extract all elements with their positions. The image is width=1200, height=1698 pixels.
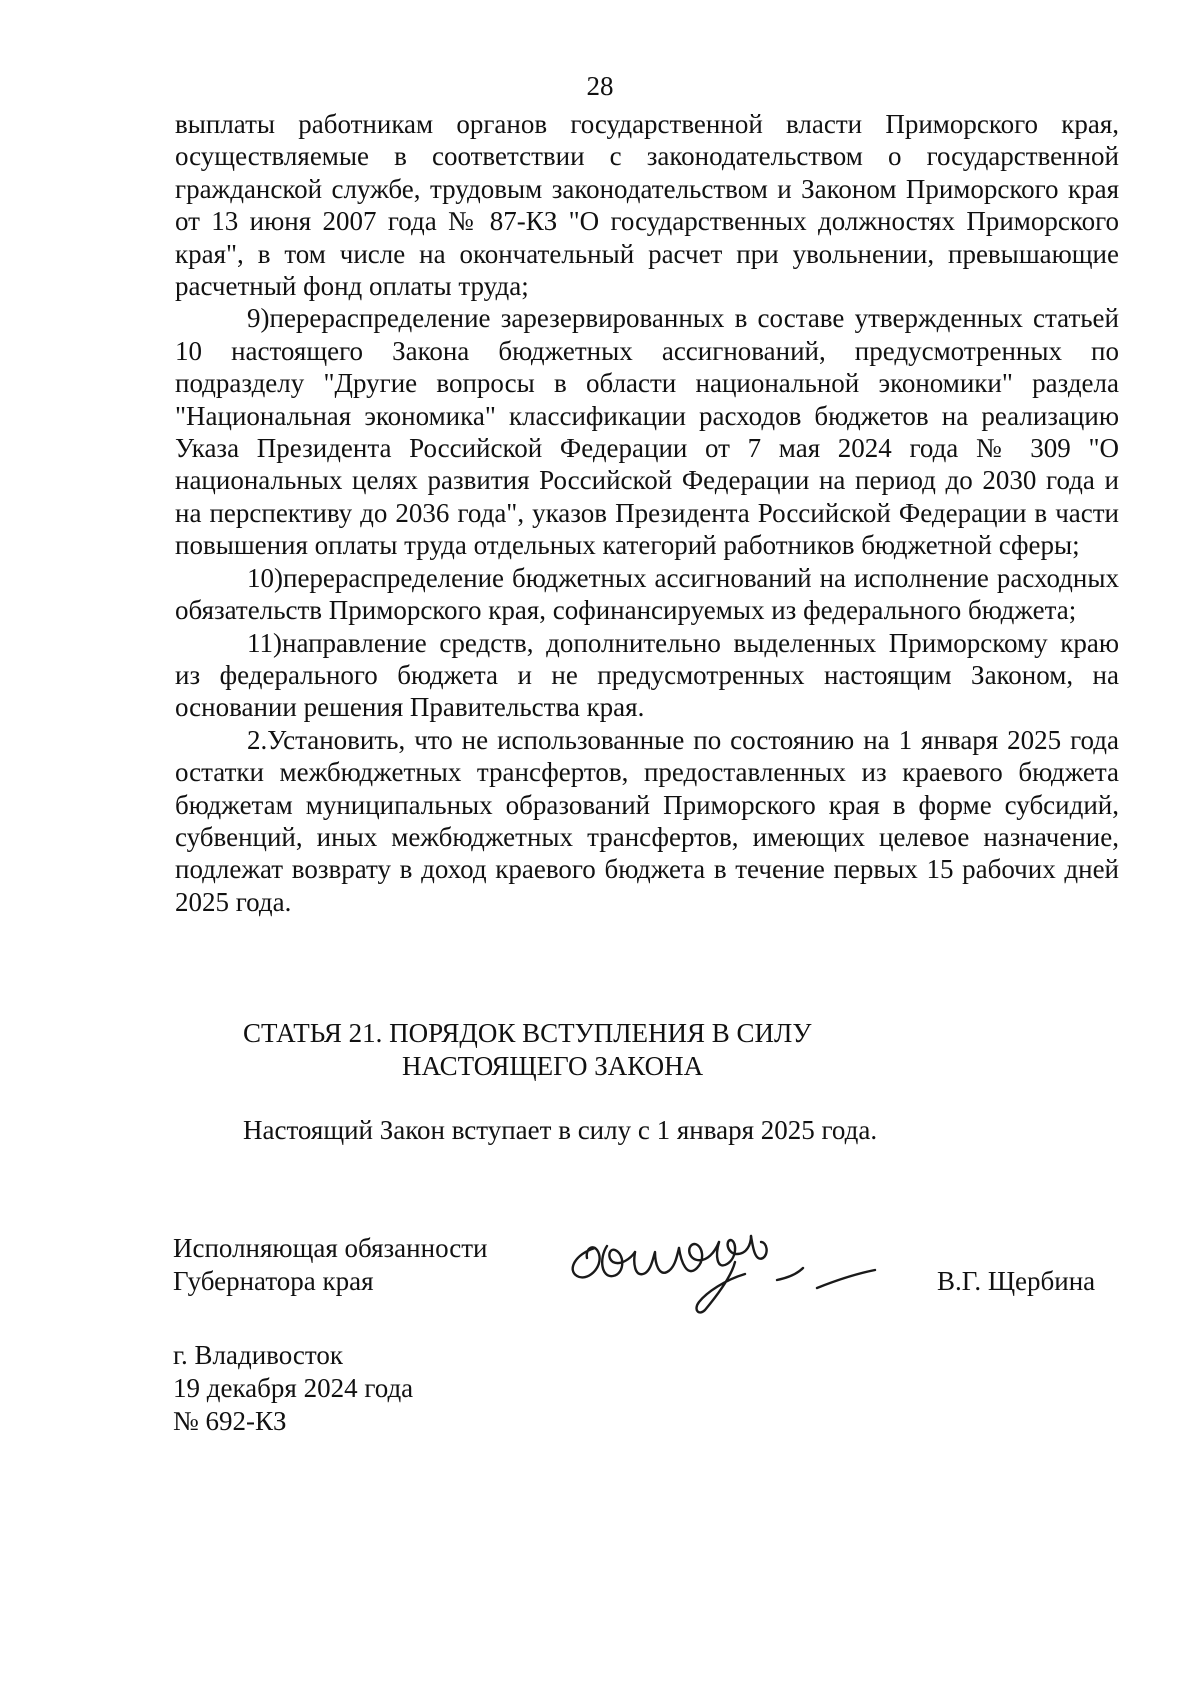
article-heading-line2: НАСТОЯЩЕГО ЗАКОНА	[402, 1050, 704, 1081]
adoption-date: 19 декабря 2024 года	[173, 1373, 414, 1403]
handwritten-signature	[555, 1218, 935, 1328]
article-heading-line1: СТАТЬЯ 21. ПОРЯДОК ВСТУПЛЕНИЯ В СИЛУ	[243, 1018, 812, 1048]
signer-position-line1: Исполняющая обязанности	[173, 1233, 488, 1263]
article-text: Настоящий Закон вступает в силу с 1 января 2025 года.	[243, 1115, 878, 1145]
adoption-number: № 692-КЗ	[173, 1406, 287, 1436]
paragraph-item-9: 9)перераспределение зарезервированных в составе утвержденных статьей 10 настоящего Закона бюджетных ассигнований, предусмотренных по подразделу "Другие вопросы в области национальной экономики" раздела "Национальная экономика" классификации расходов бюджетов на реализацию Указа Президента Российской Федерации от 7 мая 2024 года № 309 "О национальных целях развития Российской Федерации на период до 2030 года и на перспективу до 2036 года", указов Президента Российской Федерации в части повышения оплаты труда отдельных категорий работников бюджетной сферы;	[175, 303, 1119, 561]
signer-position	[173, 1232, 533, 1298]
article-heading	[243, 1017, 1003, 1082]
paragraph-clause-2: 2.Установить, что не использованные по состоянию на 1 января 2025 года остатки межбюджетных трансфертов, предоставленных из краевого бюджета бюджетам муниципальных образований Приморского края в форме субсидий, субвенций, иных межбюджетных трансфертов, имеющих целевое назначение, подлежат возврату в доход краевого бюджета в течение первых 15 рабочих дней 2025 года.	[175, 724, 1119, 917]
page-number: 28	[586, 71, 614, 101]
signer-name: В.Г. Щербина	[937, 1266, 1096, 1296]
document-body	[175, 108, 1119, 918]
paragraph-item-11: 11)направление средств, дополнительно выделенных Приморскому краю из федерального бюджета и не предусмотренных настоящим Законом, на основании решения Правительства края.	[175, 627, 1119, 723]
adoption-details	[173, 1339, 573, 1438]
signer-position-line2: Губернатора края	[173, 1266, 374, 1296]
paragraph-item-10: 10)перераспределение бюджетных ассигнований на исполнение расходных обязательств Приморского края, софинансируемых из федерального бюджета;	[175, 562, 1119, 626]
paragraph-continuation: выплаты работникам органов государственной власти Приморского края, осуществляемые в соответствии с законодательством о государственной гражданской службе, трудовым законодательством и Законом Приморского края от 13 июня 2007 года № 87-КЗ "О государственных должностях Приморского края", в том числе на окончательный расчет при увольнении, превышающие расчетный фонд оплаты труда;	[175, 109, 1119, 302]
adoption-city: г. Владивосток	[173, 1340, 343, 1370]
